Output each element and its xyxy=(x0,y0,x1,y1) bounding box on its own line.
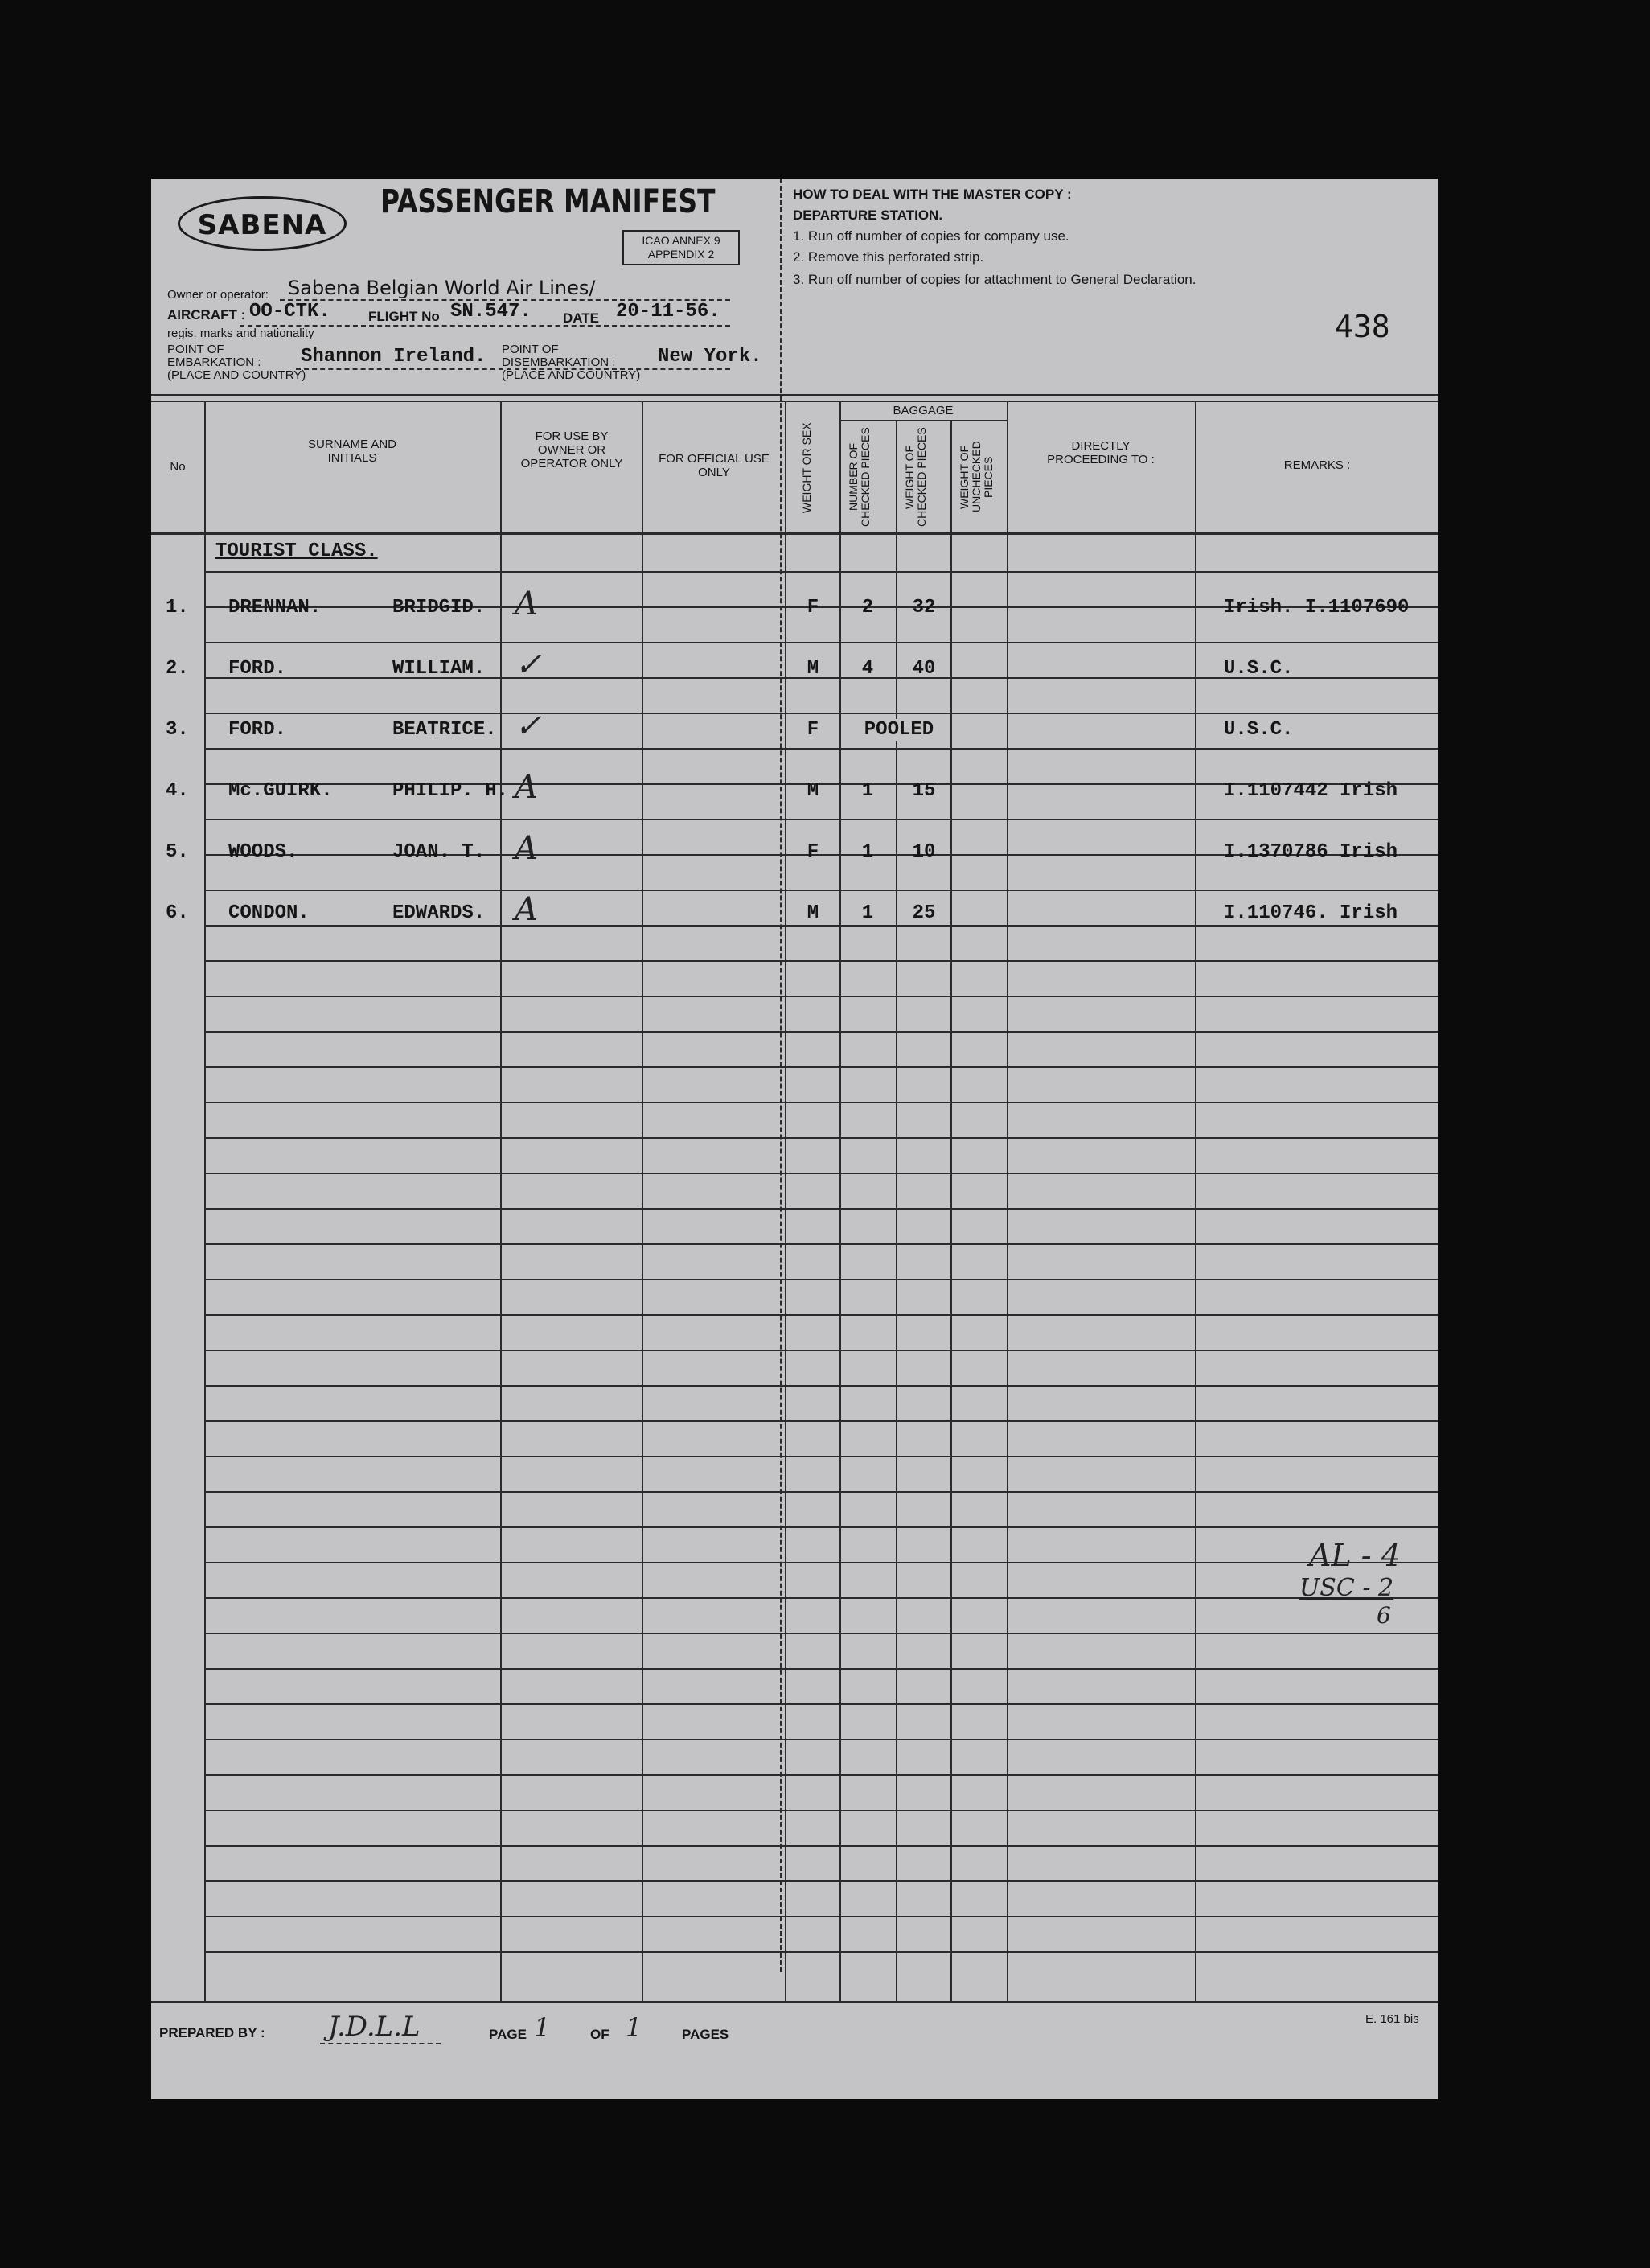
row-rule xyxy=(204,819,1438,820)
passenger-surname: Mc.GUIRK. xyxy=(228,780,333,802)
row-rule xyxy=(204,1880,1438,1882)
col-divider-6 xyxy=(896,420,897,2001)
instructions-title-2: DEPARTURE STATION. xyxy=(793,207,943,223)
row-rule xyxy=(204,1810,1438,1811)
passenger-mark: ✓ xyxy=(515,647,542,684)
row-rule xyxy=(204,1456,1438,1457)
of-label: OF xyxy=(590,2027,610,2042)
page-value: 1 xyxy=(534,2012,551,2043)
row-rule xyxy=(204,1845,1438,1847)
col-weight-sex: WEIGHT OR SEX xyxy=(800,422,813,514)
passenger-remarks: I.1370786 Irish xyxy=(1224,841,1398,863)
col-divider-9 xyxy=(1195,401,1196,2001)
header-top-rule-2 xyxy=(151,401,1438,402)
page-number: 438 xyxy=(1335,309,1390,344)
passenger-given: WILLIAM. xyxy=(392,658,486,680)
icao-line1: ICAO ANNEX 9 xyxy=(642,234,720,247)
embark-underline xyxy=(296,368,730,370)
col-official-use: FOR OFFICIAL USE ONLY xyxy=(659,452,770,479)
passenger-remarks: I.1107442 Irish xyxy=(1224,780,1398,802)
passenger-sex: M xyxy=(807,658,819,680)
row-rule xyxy=(204,1420,1438,1422)
header-top-rule xyxy=(151,394,1438,396)
col-divider-3 xyxy=(642,401,643,2001)
icao-box xyxy=(622,230,740,265)
date-label: DATE xyxy=(563,310,600,326)
row-rule xyxy=(204,925,1438,927)
passenger-pieces: 1 xyxy=(861,780,874,802)
col-weight-unchecked: WEIGHT OF UNCHECKED PIECES xyxy=(958,441,995,513)
passenger-no: 2. xyxy=(166,658,189,680)
col-no: No xyxy=(170,460,186,474)
passenger-remarks: U.S.C. xyxy=(1224,719,1294,741)
passenger-sex: F xyxy=(807,597,819,618)
passenger-pieces: 4 xyxy=(861,658,874,680)
passenger-given: JOAN. T. xyxy=(392,841,486,863)
passenger-sex: F xyxy=(807,719,819,741)
instructions-step-3: 3. Run off number of copies for attachment to General Declaration. xyxy=(793,272,1196,287)
aircraft-label: AIRCRAFT : xyxy=(167,307,246,323)
col-divider-7 xyxy=(950,420,952,2001)
row-rule xyxy=(204,1350,1438,1351)
owner-value: Sabena Belgian World Air Lines/ xyxy=(288,277,596,299)
row-rule xyxy=(204,1243,1438,1245)
passenger-surname: FORD. xyxy=(228,719,287,741)
regis-label: regis. marks and nationality xyxy=(167,327,314,340)
col-num-checked: NUMBER OF CHECKED PIECES xyxy=(847,427,872,527)
manifest-sheet xyxy=(151,179,1438,2099)
col-divider-8 xyxy=(1007,401,1008,2001)
passenger-pieces: POOLED xyxy=(851,719,947,741)
passenger-given: BEATRICE. xyxy=(392,719,497,741)
col-directly: DIRECTLY PROCEEDING TO : xyxy=(1047,439,1155,466)
logo-text: SABENA xyxy=(197,209,327,241)
footer-rule xyxy=(151,2001,1438,2003)
passenger-surname: CONDON. xyxy=(228,902,310,924)
row-rule xyxy=(204,1385,1438,1387)
passenger-weight: 40 xyxy=(912,658,936,680)
row-rule xyxy=(204,642,1438,643)
passenger-weight: 15 xyxy=(912,780,936,802)
row-rule xyxy=(204,1066,1438,1068)
passenger-mark: A xyxy=(515,891,538,928)
passenger-mark: A xyxy=(515,585,538,622)
row-rule xyxy=(204,713,1438,714)
baggage-rule xyxy=(839,420,1007,421)
passenger-mark: A xyxy=(515,769,538,806)
passenger-weight: 32 xyxy=(912,597,936,618)
passenger-no: 5. xyxy=(166,841,189,863)
row-rule xyxy=(204,1668,1438,1670)
passenger-mark: ✓ xyxy=(515,708,542,745)
passenger-remarks: I.110746. Irish xyxy=(1224,902,1398,924)
class-label: TOURIST CLASS. xyxy=(215,540,378,562)
icao-line2: APPENDIX 2 xyxy=(647,248,715,261)
tally-line-3: 6 xyxy=(1377,1602,1391,1629)
passenger-pieces: 1 xyxy=(861,902,874,924)
col-weight-checked: WEIGHT OF CHECKED PIECES xyxy=(903,427,928,527)
passenger-given: BRIDGID. xyxy=(392,597,486,618)
row-rule xyxy=(204,1739,1438,1740)
flight-label: FLIGHT No xyxy=(368,309,440,324)
flight-value: SN.547. xyxy=(450,301,532,323)
passenger-weight: 25 xyxy=(912,902,936,924)
row-rule xyxy=(204,1031,1438,1033)
disembark-label-3: (PLACE AND COUNTRY) xyxy=(502,368,641,382)
of-value: 1 xyxy=(626,2012,642,2043)
row-rule xyxy=(204,1562,1438,1563)
sabena-logo xyxy=(178,196,347,251)
col-divider-4 xyxy=(785,401,786,2001)
row-rule xyxy=(204,996,1438,997)
manifest-title: PASSENGER MANIFEST xyxy=(380,183,716,220)
passenger-pieces: 1 xyxy=(861,841,874,863)
col-baggage: BAGGAGE xyxy=(893,404,954,417)
row-rule xyxy=(204,1137,1438,1139)
instructions-title-1: HOW TO DEAL WITH THE MASTER COPY : xyxy=(793,187,1072,202)
instructions-step-1: 1. Run off number of copies for company use. xyxy=(793,228,1069,244)
col-divider-5 xyxy=(839,401,841,2001)
passenger-sex: M xyxy=(807,902,819,924)
page-label: PAGE xyxy=(489,2027,527,2042)
row-rule xyxy=(204,960,1438,962)
passenger-pieces: 2 xyxy=(861,597,874,618)
passenger-sex: M xyxy=(807,780,819,802)
passenger-mark: A xyxy=(515,830,538,867)
col-divider-2 xyxy=(500,401,502,2001)
passenger-sex: F xyxy=(807,841,819,863)
col-surname: SURNAME AND INITIALS xyxy=(307,438,397,465)
date-value: 20-11-56. xyxy=(616,301,720,323)
row-rule xyxy=(204,1597,1438,1599)
disembark-label-2: DISEMBARKATION : xyxy=(502,355,616,369)
disembark-label-1: POINT OF xyxy=(502,343,559,356)
row-rule xyxy=(204,890,1438,891)
embark-label-2: EMBARKATION : xyxy=(167,355,261,369)
passenger-remarks: Irish. I.1107690 xyxy=(1224,597,1410,618)
header-bottom-rule xyxy=(151,532,1438,535)
passenger-remarks: U.S.C. xyxy=(1224,658,1294,680)
owner-label: Owner or operator: xyxy=(167,288,269,302)
prepared-underline xyxy=(320,2043,441,2044)
row-rule xyxy=(204,1703,1438,1705)
embark-value: Shannon Ireland. xyxy=(301,346,486,368)
passenger-given: EDWARDS. xyxy=(392,902,486,924)
row-rule xyxy=(204,1633,1438,1634)
passenger-surname: FORD. xyxy=(228,658,287,680)
col-remarks: REMARKS : xyxy=(1283,458,1351,472)
passenger-given: PHILIP. H. xyxy=(392,780,509,802)
row-rule xyxy=(204,1314,1438,1316)
col-divider-1 xyxy=(204,401,206,2001)
tally-line-2: USC - 2 xyxy=(1299,1574,1394,1602)
embark-label-3: (PLACE AND COUNTRY) xyxy=(167,368,306,382)
prepared-label: PREPARED BY : xyxy=(159,2025,265,2040)
passenger-no: 6. xyxy=(166,902,189,924)
row-rule xyxy=(204,1102,1438,1103)
row-rule xyxy=(204,1774,1438,1776)
row-rule xyxy=(204,1173,1438,1174)
row-rule xyxy=(204,1916,1438,1917)
instructions-step-2: 2. Remove this perforated strip. xyxy=(793,249,984,265)
col-owner-use: FOR USE BY OWNER OR OPERATOR ONLY xyxy=(520,429,623,470)
disembark-value: New York. xyxy=(658,346,762,368)
row-rule xyxy=(204,571,1438,573)
passenger-no: 4. xyxy=(166,780,189,802)
row-rule xyxy=(204,1951,1438,1953)
row-rule xyxy=(204,1208,1438,1210)
aircraft-value: OO-CTK. xyxy=(249,301,330,323)
passenger-surname: DRENNAN. xyxy=(228,597,322,618)
tally-line-1: AL - 4 xyxy=(1309,1538,1401,1573)
row-rule xyxy=(204,1279,1438,1280)
passenger-surname: WOODS. xyxy=(228,841,298,863)
row-rule xyxy=(204,748,1438,750)
embark-label-1: POINT OF xyxy=(167,343,224,356)
passenger-no: 1. xyxy=(166,597,189,618)
form-code: E. 161 bis xyxy=(1365,2012,1419,2026)
row-rule xyxy=(204,1491,1438,1493)
pages-label: PAGES xyxy=(682,2027,729,2042)
row-rule xyxy=(204,1526,1438,1528)
passenger-no: 3. xyxy=(166,719,189,741)
passenger-weight: 10 xyxy=(912,841,936,863)
prepared-signature: J.D.L.L xyxy=(328,2011,421,2043)
